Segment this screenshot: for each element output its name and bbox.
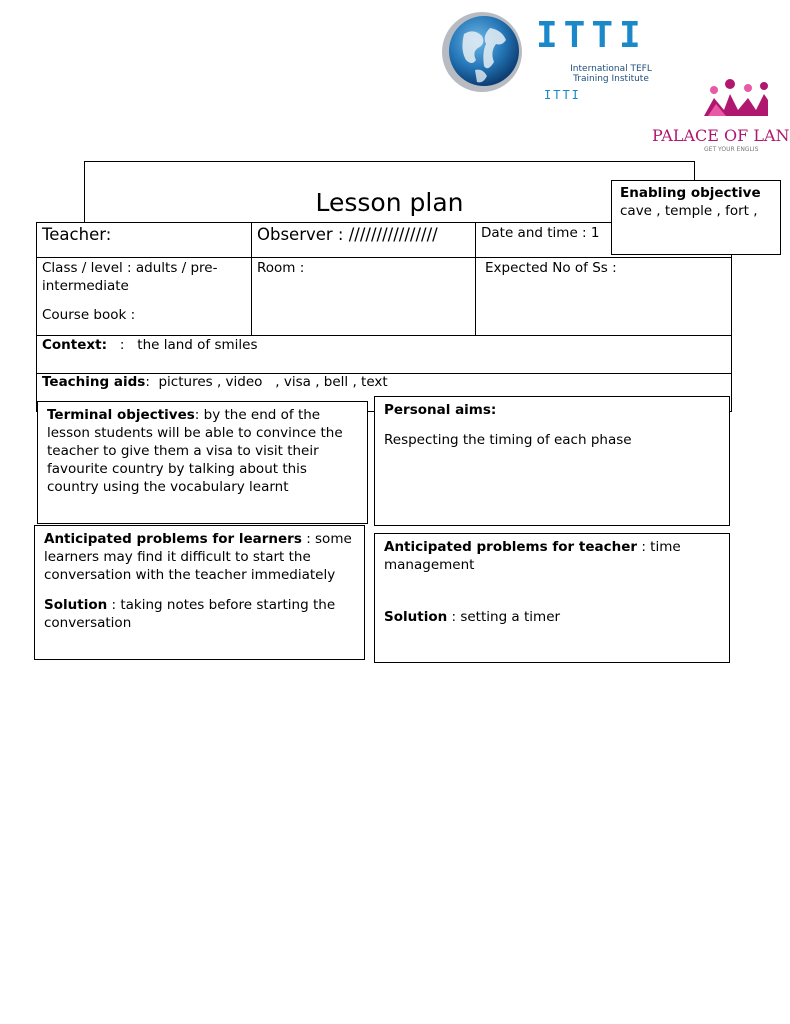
personal-aims-text: Respecting the timing of each phase (384, 432, 632, 448)
terminal-objectives-text: : by the end of the lesson students will be able to convince the teacher to give them a visa to visit their favourite country by talking about this country using the vocabulary learnt (47, 407, 343, 495)
observer-label: Observer : //////////////// (257, 225, 438, 244)
palace-name: PALACE OF LAN (652, 126, 790, 145)
learner-problems-box (34, 525, 365, 660)
teacher-problems-box (374, 533, 730, 663)
palace-logo (648, 76, 790, 156)
learner-solution-text: : taking notes before starting the conversation (44, 597, 336, 631)
teacher-problems-text: : time management (384, 539, 681, 573)
teacher-solution-label: Solution (384, 609, 448, 625)
personal-aims-label: Personal aims: (384, 402, 497, 418)
page-title: Lesson plan (315, 188, 464, 217)
palace-tagline: GET YOUR ENGLIS (704, 146, 759, 153)
teaching-aids-value: : pictures , video , visa , bell , text (145, 374, 388, 390)
enabling-objective-text: cave , temple , fort , (620, 203, 758, 219)
class-level-cell (37, 257, 251, 326)
enabling-objective-box (611, 180, 781, 255)
teacher-problems-label: Anticipated problems for teacher (384, 539, 638, 555)
course-book-label: Course book : (42, 307, 136, 323)
terminal-objectives-label: Terminal objectives (47, 407, 195, 423)
context-separator: : (119, 337, 125, 353)
enabling-objective-label: Enabling objective (620, 185, 761, 201)
personal-aims-box (374, 396, 730, 526)
class-level-text: Class / level : adults / pre-intermediate (42, 260, 218, 294)
itti-line2: Training Institute (573, 74, 649, 84)
learner-problems-text: : some learners may find it difficult to start the conversation with the teacher immediately (44, 531, 352, 583)
teacher-label: Teacher: (42, 225, 112, 244)
teaching-aids-label: Teaching aids (42, 374, 146, 390)
itti-logo (440, 12, 670, 104)
itti-line1: International TEFL (570, 64, 652, 74)
date-time-value: 1 (590, 225, 600, 241)
context-label: Context: (42, 337, 107, 353)
expected-students-label: Expected No of Ss : (485, 260, 617, 276)
crown-people-icon (648, 76, 768, 122)
itti-small-mark: ITTI (544, 88, 581, 102)
learner-solution-label: Solution (44, 597, 108, 613)
room-label: Room : (257, 260, 305, 276)
teacher-solution-text: : setting a timer (451, 609, 561, 625)
terminal-objectives-box (37, 401, 368, 524)
context-row (37, 334, 727, 356)
title-box (84, 161, 695, 223)
teaching-aids-row (37, 371, 727, 393)
context-value: the land of smiles (137, 337, 258, 353)
date-time-label: Date and time : (481, 225, 587, 241)
itti-wordmark: ITTI (536, 15, 647, 56)
learner-problems-label: Anticipated problems for learners (44, 531, 302, 547)
